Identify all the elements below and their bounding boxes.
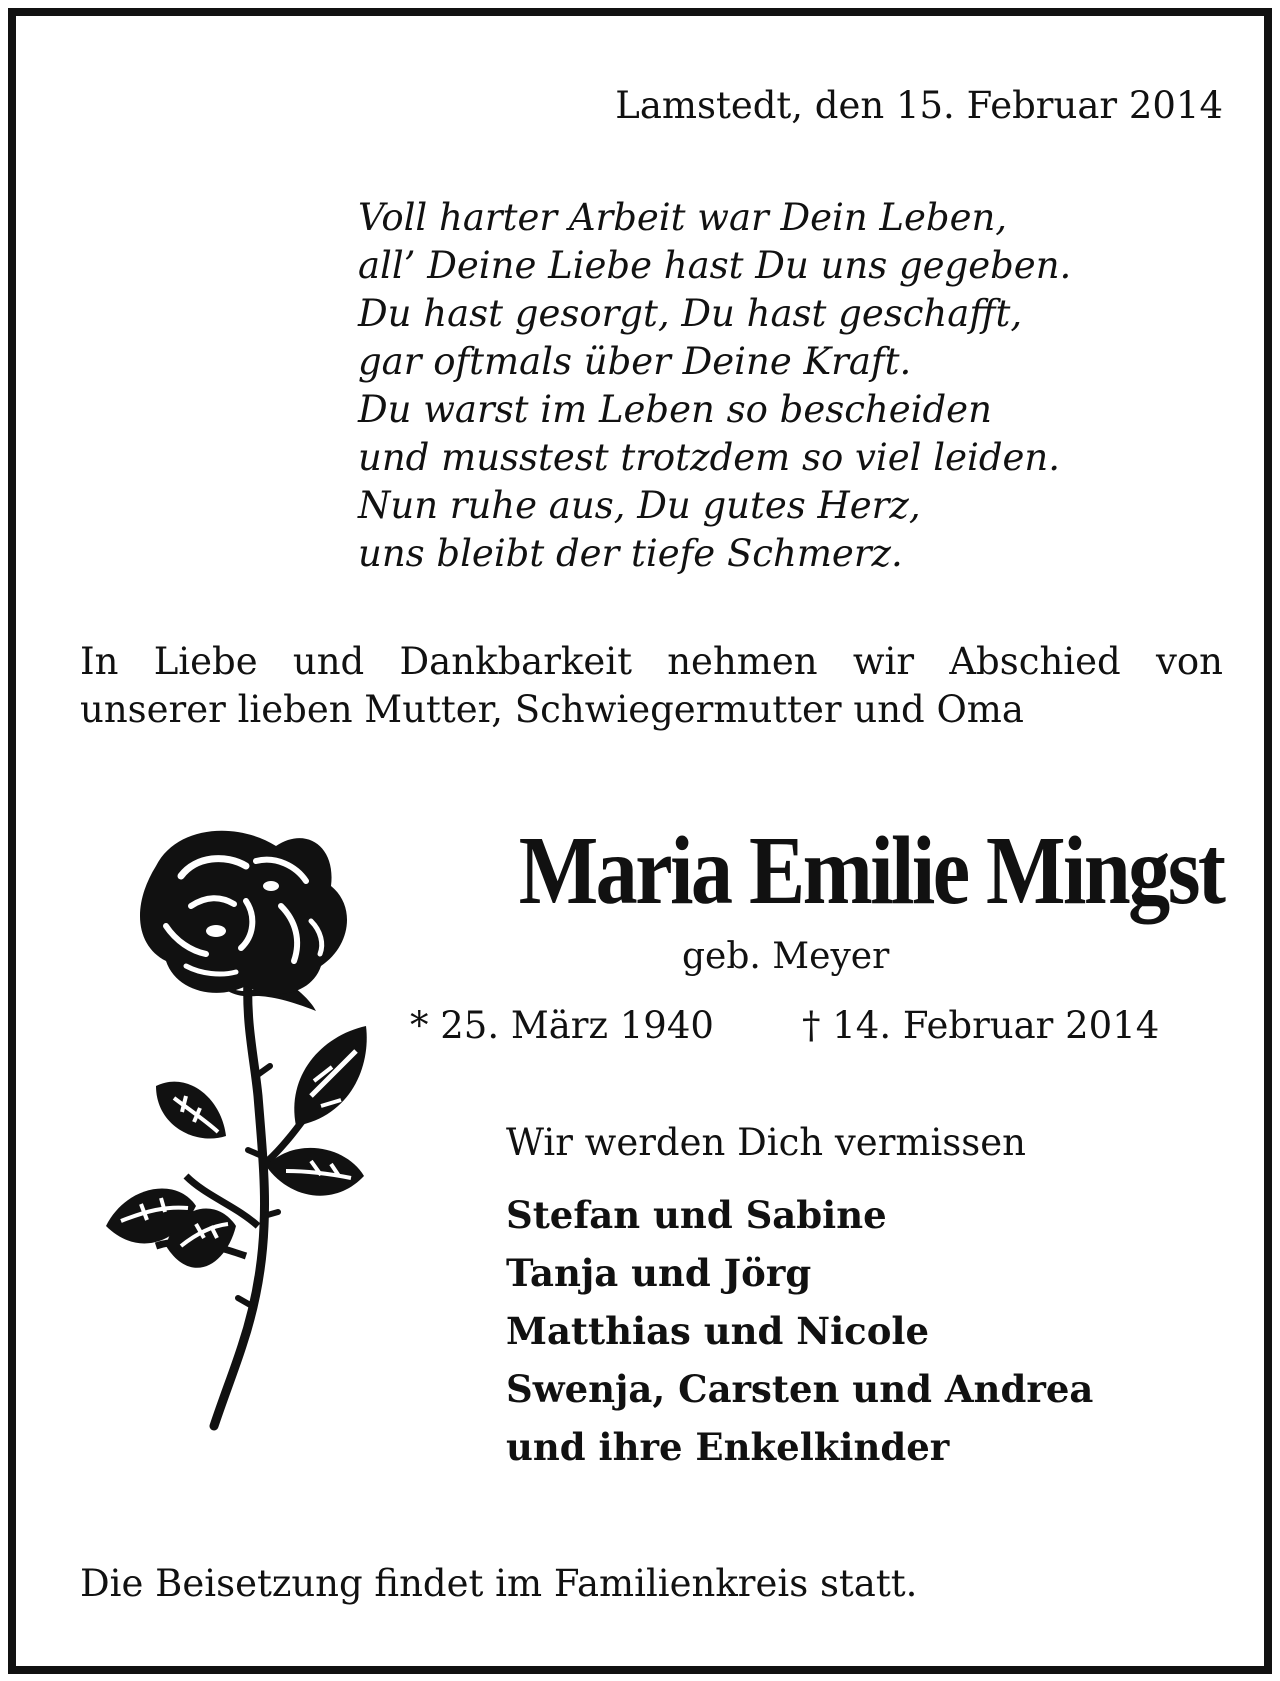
mourner-name: Swenja, Carsten und Andrea (506, 1367, 1094, 1411)
poem-line: all’ Deine Liebe hast Du uns gegeben. (358, 244, 1072, 287)
mourner-name: Stefan und Sabine (506, 1193, 887, 1237)
mourner-name: Matthias und Nicole (506, 1309, 929, 1353)
farewell-line: unserer lieben Mutter, Schwiegermutter und Oma (80, 688, 1024, 731)
poem-line: und musstest trotzdem so viel leiden. (358, 436, 1060, 479)
poem-line: Voll harter Arbeit war Dein Leben, (358, 196, 1008, 239)
poem-line: Du warst im Leben so bescheiden (358, 388, 992, 431)
obituary-content (80, 16, 1223, 1666)
place-date: Lamstedt, den 15. Februar 2014 (615, 84, 1223, 127)
burial-note: Die Beisetzung findet im Familienkreis statt. (80, 1562, 918, 1605)
poem-line: uns bleibt der tiefe Schmerz. (358, 532, 903, 575)
poem (358, 194, 1071, 578)
poem-line: gar oftmals über Deine Kraft. (358, 340, 912, 383)
mourners-list (506, 1186, 1093, 1476)
maiden-name: geb. Meyer (682, 936, 890, 977)
poem-line: Nun ruhe aus, Du gutes Herz, (358, 484, 921, 527)
farewell-intro (80, 638, 1223, 734)
birth-date: * 25. März 1940 (410, 1004, 714, 1047)
mourner-name: und ihre Enkelkinder (506, 1425, 950, 1469)
rose-icon (96, 826, 386, 1446)
obituary-frame (8, 8, 1272, 1674)
deceased-name: Maria Emilie Mingst (518, 817, 1223, 925)
mourner-name: Tanja und Jörg (506, 1251, 812, 1295)
death-date: † 14. Februar 2014 (802, 1004, 1160, 1047)
farewell-line: In Liebe und Dankbarkeit nehmen wir Abschied von (80, 640, 1223, 683)
mourners-intro: Wir werden Dich vermissen (506, 1121, 1027, 1164)
poem-line: Du hast gesorgt, Du hast geschafft, (358, 292, 1023, 335)
